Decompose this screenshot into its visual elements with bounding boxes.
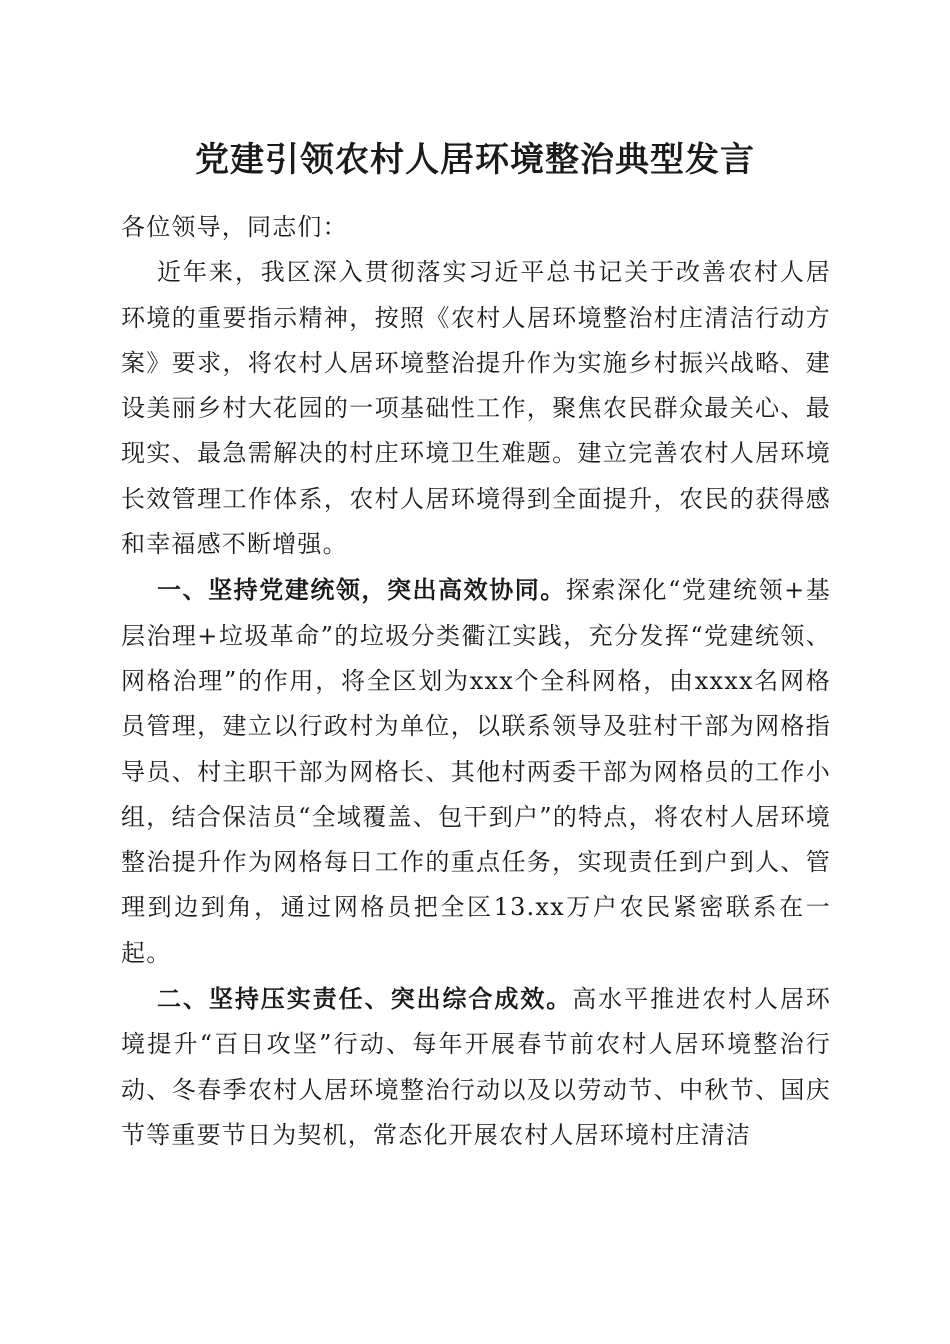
- section-2-heading: 二、坚持压实责任、突出综合成效。: [157, 984, 573, 1014]
- intro-paragraph: 近年来，我区深入贯彻落实习近平总书记关于改善农村人居环境的重要指示精神，按照《农村人居环境整治村庄清洁行动方案》要求，将农村人居环境整治提升作为实施乡村振兴战略、建设美丽乡村大花园的一项基础性工作，聚焦农民群众最关心、最现实、最急需解决的村庄环境卫生难题。建立完善农村人居环境长效管理工作体系，农村人居环境得到全面提升，农民的获得感和幸福感不断增强。: [121, 258, 831, 559]
- section-1-body: 探索深化“党建统领+基层治理+垃圾革命”的垃圾分类衢江实践，充分发挥“党建统领、网格治理”的作用，将全区划为xxx个全科网格，由xxxx名网格员管理，建立以行政村为单位，以联系领导及驻村干部为网格指导员、村主职干部为网格长、其他村两委干部为网格员的工作小组，结合保洁员“全域覆盖、包干到户”的特点，将农村人居环境整治提升作为网格每日工作的重点任务，实现责任到户到人、管理到边到角，通过网格员把全区13.xx万户农民紧密联系在一起。: [121, 576, 831, 967]
- section-2-body: 高水平推进农村人居环境提升“百日攻坚”行动、每年开展春节前农村人居环境整治行动、冬春季农村人居环境整治行动以及以劳动节、中秋节、国庆节等重要节日为契机，常态化开展农村人居环境村庄清洁: [121, 985, 832, 1149]
- document-title: 党建引领农村人居环境整治典型发言: [195, 140, 755, 180]
- document-body: [121, 205, 831, 1158]
- section-1-paragraph: [121, 567, 831, 976]
- salutation: 各位领导，同志们：: [121, 213, 348, 241]
- section-1-heading: 一、坚持党建统领，突出高效协同。: [157, 575, 566, 605]
- section-2-paragraph: [121, 976, 831, 1158]
